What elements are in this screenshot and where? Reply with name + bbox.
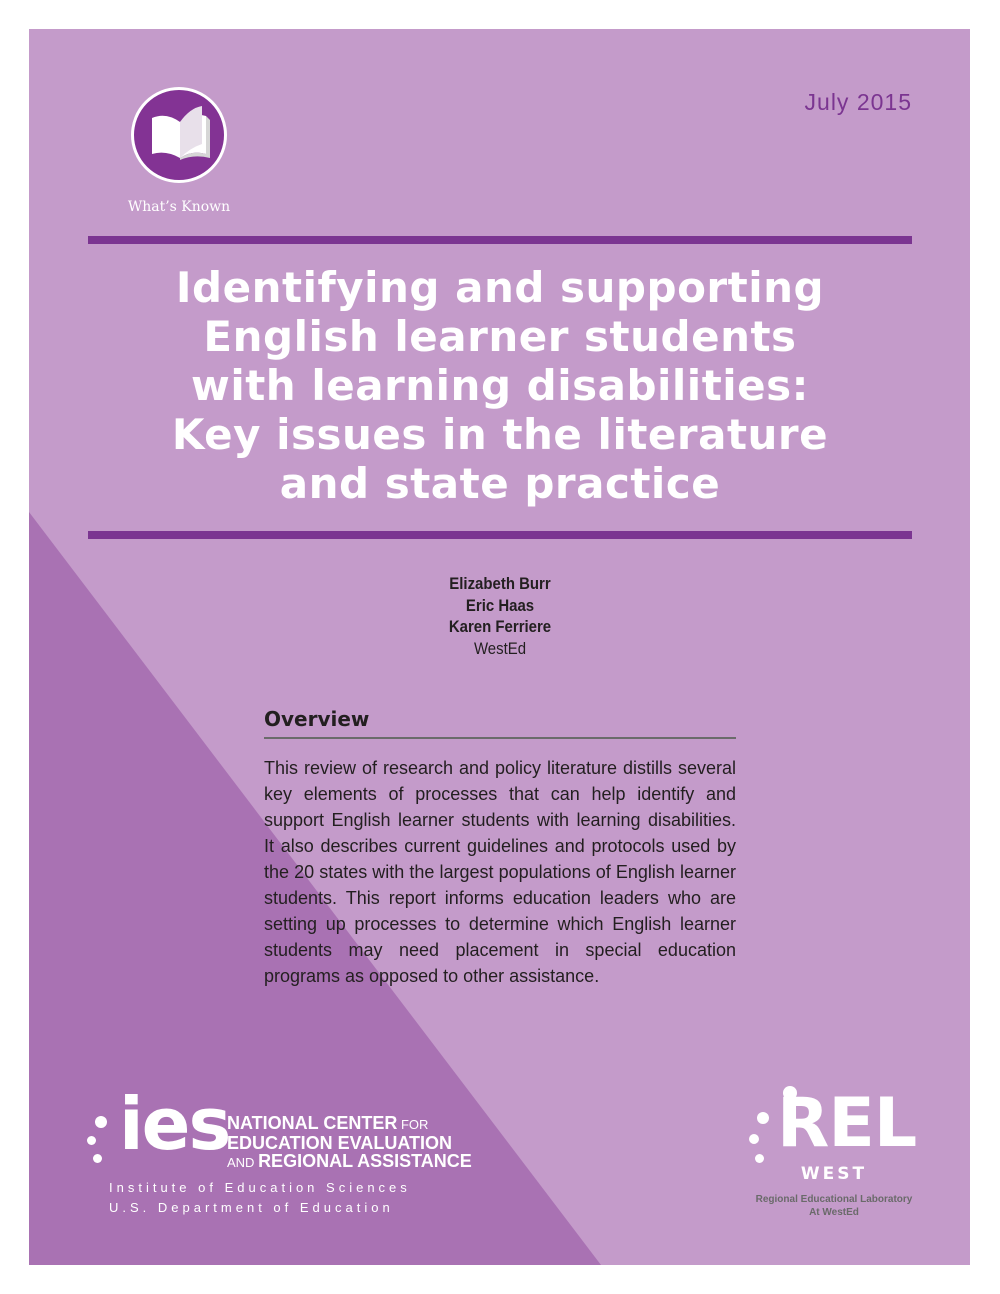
author-name: Karen Ferriere — [448, 617, 552, 636]
ncee-name — [227, 1114, 472, 1172]
title-rule-top — [88, 236, 912, 244]
author-organization: WestEd — [473, 638, 527, 658]
whats-known-badge — [131, 87, 227, 183]
title-rule-bottom — [88, 531, 912, 539]
title-line: with learning disabilities: — [191, 361, 809, 410]
title-line: Key issues in the literature — [171, 410, 829, 459]
rel-line-1: Regional Educational Laboratory — [755, 1194, 913, 1205]
logo-dot — [93, 1154, 102, 1163]
open-book-icon — [146, 104, 214, 166]
title-line: Identifying and supporting — [175, 263, 825, 312]
ncee-line-3-prefix: AND — [227, 1155, 259, 1170]
logo-dot — [755, 1154, 764, 1163]
rel-line-2: At WestEd — [809, 1207, 859, 1218]
overview-heading: Overview — [264, 707, 736, 739]
report-cover — [29, 29, 970, 1265]
ies-wordmark: ies — [119, 1082, 230, 1166]
ies-logo — [87, 1084, 487, 1224]
logo-dot — [95, 1116, 107, 1128]
author-list — [329, 573, 671, 659]
overview-body: This review of research and policy literature distills several key elements of processes that can help identify and support English learner students with learning disabilities. It also describes current guidelines and protocols used by the 20 states with the largest populations of English learner students. This report informs education leaders who are setting up processes to determine which English learner students may need placement in special education programs as opposed to other assistance. — [264, 758, 736, 986]
rel-wordmark: REL — [777, 1084, 917, 1163]
rel-west-logo — [749, 1084, 919, 1224]
overview-section — [264, 707, 736, 989]
ncee-line-1-suffix: FOR — [397, 1117, 429, 1132]
ies-department: U.S. Department of Education — [109, 1200, 394, 1215]
ncee-line-3: REGIONAL ASSISTANCE — [258, 1151, 472, 1171]
logo-dot — [87, 1136, 96, 1145]
author-name: Elizabeth Burr — [449, 574, 551, 593]
report-title — [88, 263, 912, 508]
title-line: and state practice — [279, 459, 721, 508]
title-line: English learner students — [203, 312, 797, 361]
ies-institute: Institute of Education Sciences — [109, 1180, 411, 1195]
whats-known-label: What’s Known — [127, 199, 231, 215]
author-name: Eric Haas — [465, 595, 535, 615]
rel-region: WEST — [800, 1164, 868, 1184]
logo-dot — [749, 1134, 759, 1144]
ncee-line-2: EDUCATION EVALUATION — [227, 1133, 452, 1153]
logo-dot — [757, 1112, 769, 1124]
publication-date: July 2015 — [804, 89, 912, 115]
ncee-line-1: NATIONAL CENTER — [227, 1113, 398, 1133]
